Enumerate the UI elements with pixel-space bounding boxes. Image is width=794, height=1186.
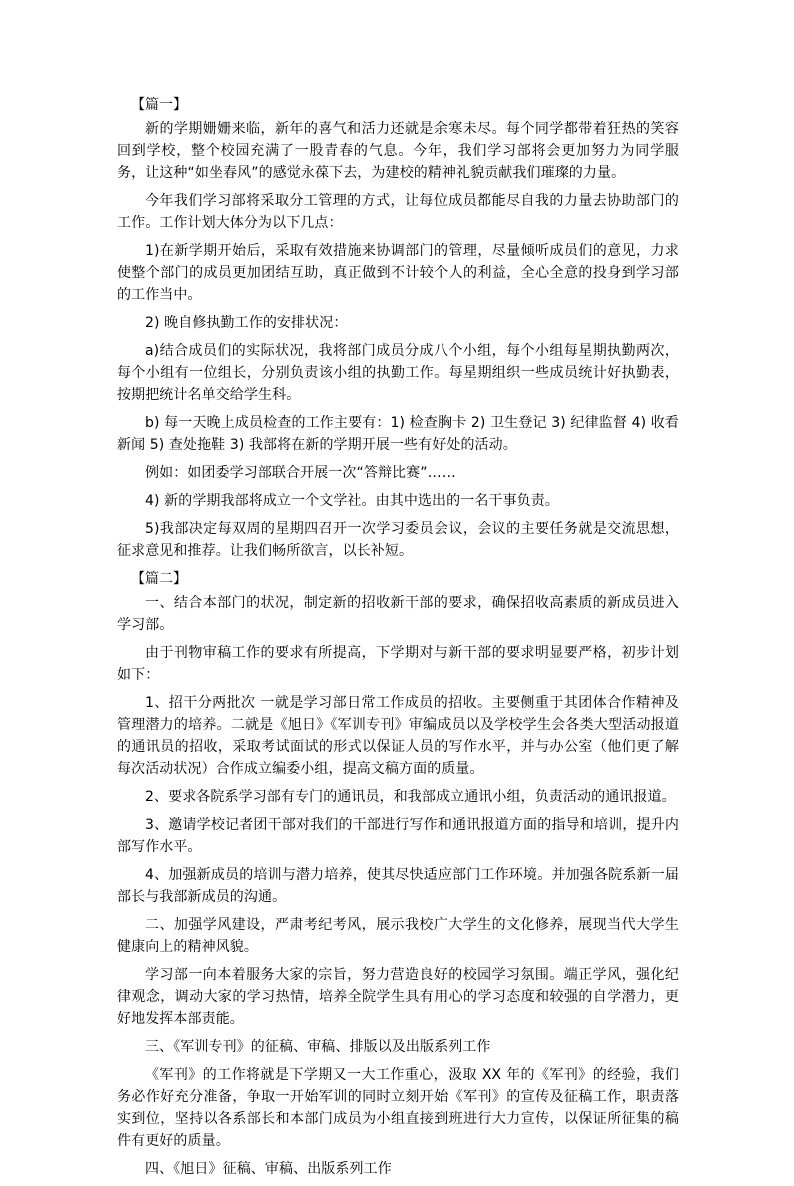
paragraph: 由于刊物审稿工作的要求有所提高，下学期对与新干部的要求明显要严格，初步计划如下：	[117, 645, 679, 683]
paragraph: b) 每一天晚上成员检查的工作主要有：1) 检查胸卡 2) 卫生登记 3) 纪律监督 4) 收看新闻 5) 查处拖鞋 3) 我部将在新的学期开展一些有好处的活动。	[117, 415, 679, 453]
paragraph: 1)在新学期开始后，采取有效措施来协调部门的管理，尽量倾听成员们的意见，力求使整个部门的成员更加团结互助，真正做到不计较个人的利益，全心全意的投身到学习部的工作当中。	[117, 243, 679, 303]
paragraph: 《军刊》的工作将就是下学期又一大工作重心，汲取 XX 年的《军刊》的经验，我们务必作好充分准备，争取一开始军训的同时立刻开始《军刊》的宣传及征稿工作，职责落实到位，坚持以各系部长和本部门成员为小组直接到班进行大力宣传，以保证所征集的稿件有更好的质量。	[117, 1067, 679, 1149]
paragraph: 5)我部决定每双周的星期四召开一次学习委员会议，会议的主要任务就是交流思想，征求意见和推荐。让我们畅所欲言，以长补短。	[117, 521, 679, 559]
paragraph: 学习部一向本着服务大家的宗旨，努力营造良好的校园学习氛围。端正学风，强化纪律观念，调动大家的学习热情，培养全院学生具有用心的学习态度和较强的自学潜力，更好地发挥本部责能。	[117, 967, 679, 1027]
paragraph: 一、结合本部门的状况，制定新的招收新干部的要求，确保招收高素质的新成员进入学习部。	[117, 595, 679, 633]
paragraph: 二、加强学风建设，严肃考纪考风，展示我校广大学生的文化修养，展现当代大学生健康向上的精神风貌。	[117, 917, 679, 955]
paragraph: 3、邀请学校记者团干部对我们的干部进行写作和通讯报道方面的指导和培训，提升内部写作水平。	[117, 817, 679, 855]
paragraph: 今年我们学习部将采取分工管理的方式，让每位成员都能尽自我的力量去协助部门的工作。工作计划大体分为以下几点：	[117, 193, 679, 231]
document-page	[117, 94, 679, 1186]
paragraph: 三、《军训专刊》的征稿、审稿、排版以及出版系列工作	[145, 1039, 491, 1055]
section-heading-2: 【篇二】	[131, 571, 187, 587]
paragraph: 四、《旭日》征稿、审稿、出版系列工作	[145, 1161, 392, 1177]
paragraph: 4) 新的学期我部将成立一个文学社。由其中选出的一名干事负责。	[145, 493, 559, 509]
paragraph: 1、招干分两批次 一就是学习部日常工作成员的招收。主要侧重于其团体合作精神及管理潜力的培养。二就是《旭日》《军训专刊》审编成员以及学校学生会各类大型活动报道的通讯员的招收，采取考试面试的形式以保证人员的写作水平，并与办公室（他们更了解每次活动状况）合作成立编委小组，提高文稿方面的质量。	[117, 695, 679, 777]
paragraph: 例如：如团委学习部联合开展一次“答辩比赛”……	[145, 465, 456, 481]
paragraph: 2、要求各院系学习部有专门的通讯员，和我部成立通讯小组，负责活动的通讯报道。	[145, 789, 676, 805]
section-heading-1: 【篇一】	[131, 97, 187, 113]
paragraph: a)结合成员们的实际状况，我将部门成员分成八个小组，每个小组每星期执勤两次，每个小组有一位组长，分别负责该小组的执勤工作。每星期组织一些成员统计好执勤表，按期把统计名单交给学生科。	[117, 343, 679, 403]
paragraph: 2) 晚自修执勤工作的安排状况：	[145, 315, 348, 331]
paragraph: 4、加强新成员的培训与潜力培养，使其尽快适应部门工作环境。并加强各院系新一届部长与我部新成员的沟通。	[117, 867, 679, 905]
paragraph: 新的学期姗姗来临，新年的喜气和活力还就是余寒未尽。每个同学都带着狂热的笑容回到学校，整个校园充满了一股青春的气息。今年，我们学习部将会更加努力为同学服务，让这种“如坐春风”的感觉永葆下去，为建校的精神礼貌贡献我们璀璨的力量。	[117, 121, 679, 181]
